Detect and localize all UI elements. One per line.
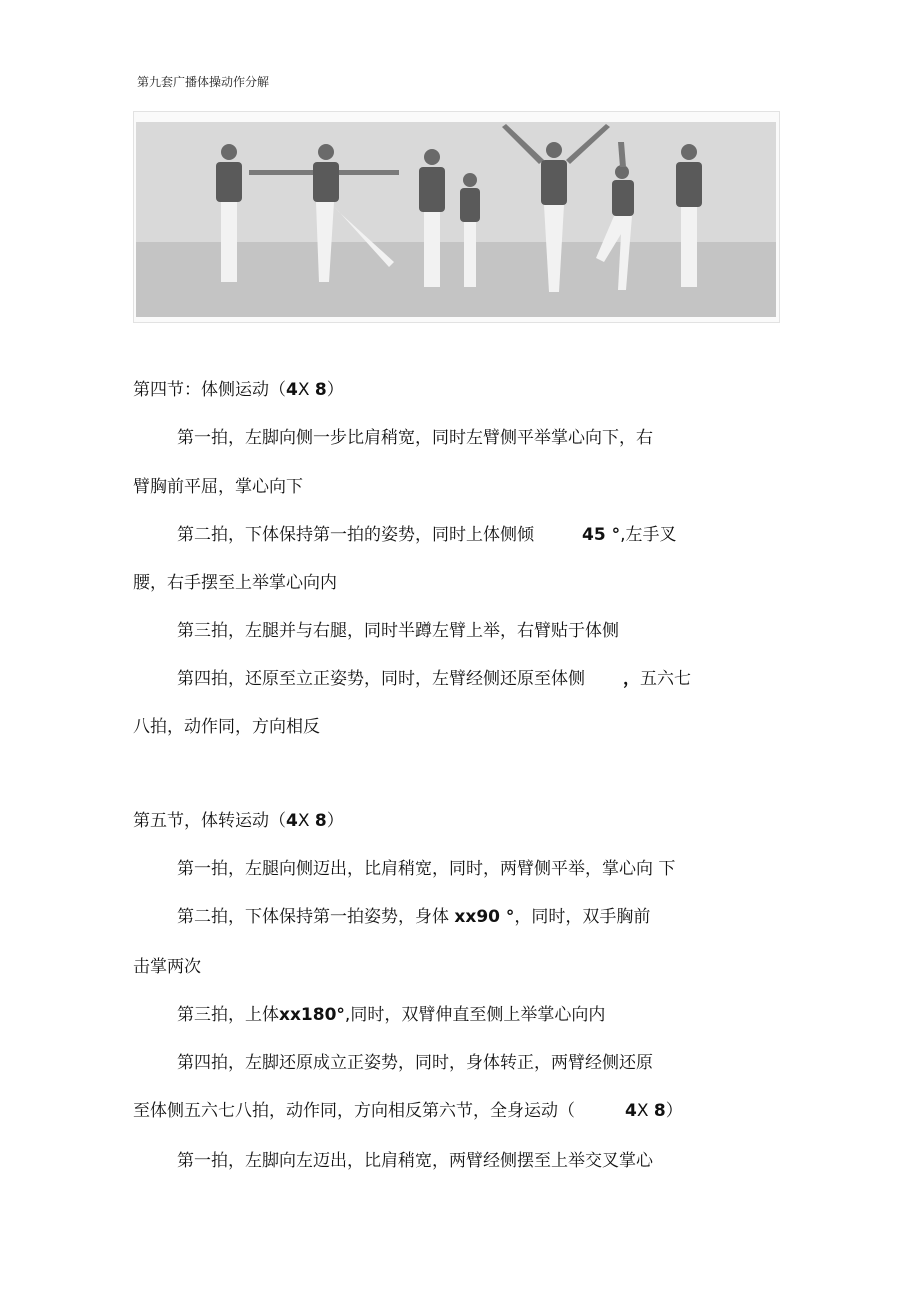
section-4-beat-2-text: 第二拍，下体保持第一拍的姿势，同时上体侧倾 <box>177 525 534 545</box>
section-4-heading-x: X <box>297 380 310 400</box>
section-4-beat-4-line-1 <box>177 668 691 690</box>
section-5-beat-3 <box>177 1004 605 1026</box>
section-4-beat-4-tail: 五六七 <box>640 669 691 689</box>
section-4-heading-beats: 8 <box>314 380 327 400</box>
section-4-heading <box>133 379 344 401</box>
section-5-beat-4-text: 至体侧五六七八拍，动作同，方向相反第六节，全身运动（ <box>133 1101 575 1121</box>
section-5-heading <box>133 810 344 832</box>
section-6-heading-close: ） <box>665 1101 683 1121</box>
section-5-beat-2-tail: ，同时，双手胸前 <box>514 907 651 927</box>
section-6-heading-count: 4 <box>625 1101 637 1121</box>
section-4-beat-1-line-1: 第一拍，左脚向侧一步比肩稍宽，同时左臂侧平举掌心向下，右 <box>177 428 653 448</box>
section-4-beat-1-line-2: 臂胸前平屈，掌心向下 <box>133 477 303 497</box>
section-5-heading-count: 4 <box>286 811 298 831</box>
section-5-heading-beats: 8 <box>314 811 327 831</box>
section-5-beat-2-text: 第二拍，下体保持第一拍姿势，身体 <box>177 907 449 927</box>
section-4-beat-2-angle: 45 ° <box>582 525 621 545</box>
section-4-heading-count: 4 <box>286 380 298 400</box>
section-5-beat-3-text: 第三拍，上体 <box>177 1005 279 1025</box>
exercise-photo <box>133 111 780 323</box>
section-4-beat-2-line-1 <box>177 524 676 546</box>
section-4-beat-4-comma: ， <box>623 669 640 689</box>
section-5-beat-2-line-1 <box>177 906 650 928</box>
document-title: 第九套广播体操动作分解 <box>137 75 270 89</box>
section-4-beat-2-tail: ,左手叉 <box>620 525 677 545</box>
section-5-beat-3-angle: xx180° <box>279 1005 345 1025</box>
section-5-beat-1: 第一拍，左腿向侧迈出，比肩稍宽，同时，两臂侧平举，掌心向 下 <box>177 859 676 879</box>
section-4-heading-close: ） <box>326 380 344 400</box>
section-4-heading-text: 第四节：体侧运动（ <box>133 380 286 400</box>
section-5-beat-2-angle: xx90 ° <box>454 907 515 927</box>
section-5-heading-text: 第五节，体转运动（ <box>133 811 286 831</box>
exercise-figures-illustration <box>134 112 779 322</box>
section-5-beat-3-tail: ,同时，双臂伸直至侧上举掌心向内 <box>344 1005 606 1025</box>
section-6-heading-x: X <box>636 1101 649 1121</box>
section-5-beat-2-line-2: 击掌两次 <box>133 957 201 977</box>
section-5-beat-4-line-2 <box>133 1100 683 1122</box>
section-4-beat-4-line-2: 八拍，动作同，方向相反 <box>133 717 320 737</box>
section-6-beat-1: 第一拍，左脚向左迈出，比肩稍宽，两臂经侧摆至上举交叉掌心 <box>177 1151 653 1171</box>
section-5-beat-4-line-1: 第四拍，左脚还原成立正姿势，同时，身体转正，两臂经侧还原 <box>177 1053 653 1073</box>
section-4-beat-2-line-2: 腰，右手摆至上举掌心向内 <box>133 573 337 593</box>
section-5-heading-close: ） <box>326 811 344 831</box>
section-5-heading-x: X <box>297 811 310 831</box>
section-4-beat-4-text: 第四拍，还原至立正姿势，同时，左臂经侧还原至体侧 <box>177 669 585 689</box>
section-6-heading-beats: 8 <box>653 1101 666 1121</box>
section-4-beat-3: 第三拍，左腿并与右腿，同时半蹲左臂上举，右臂贴于体侧 <box>177 621 619 641</box>
